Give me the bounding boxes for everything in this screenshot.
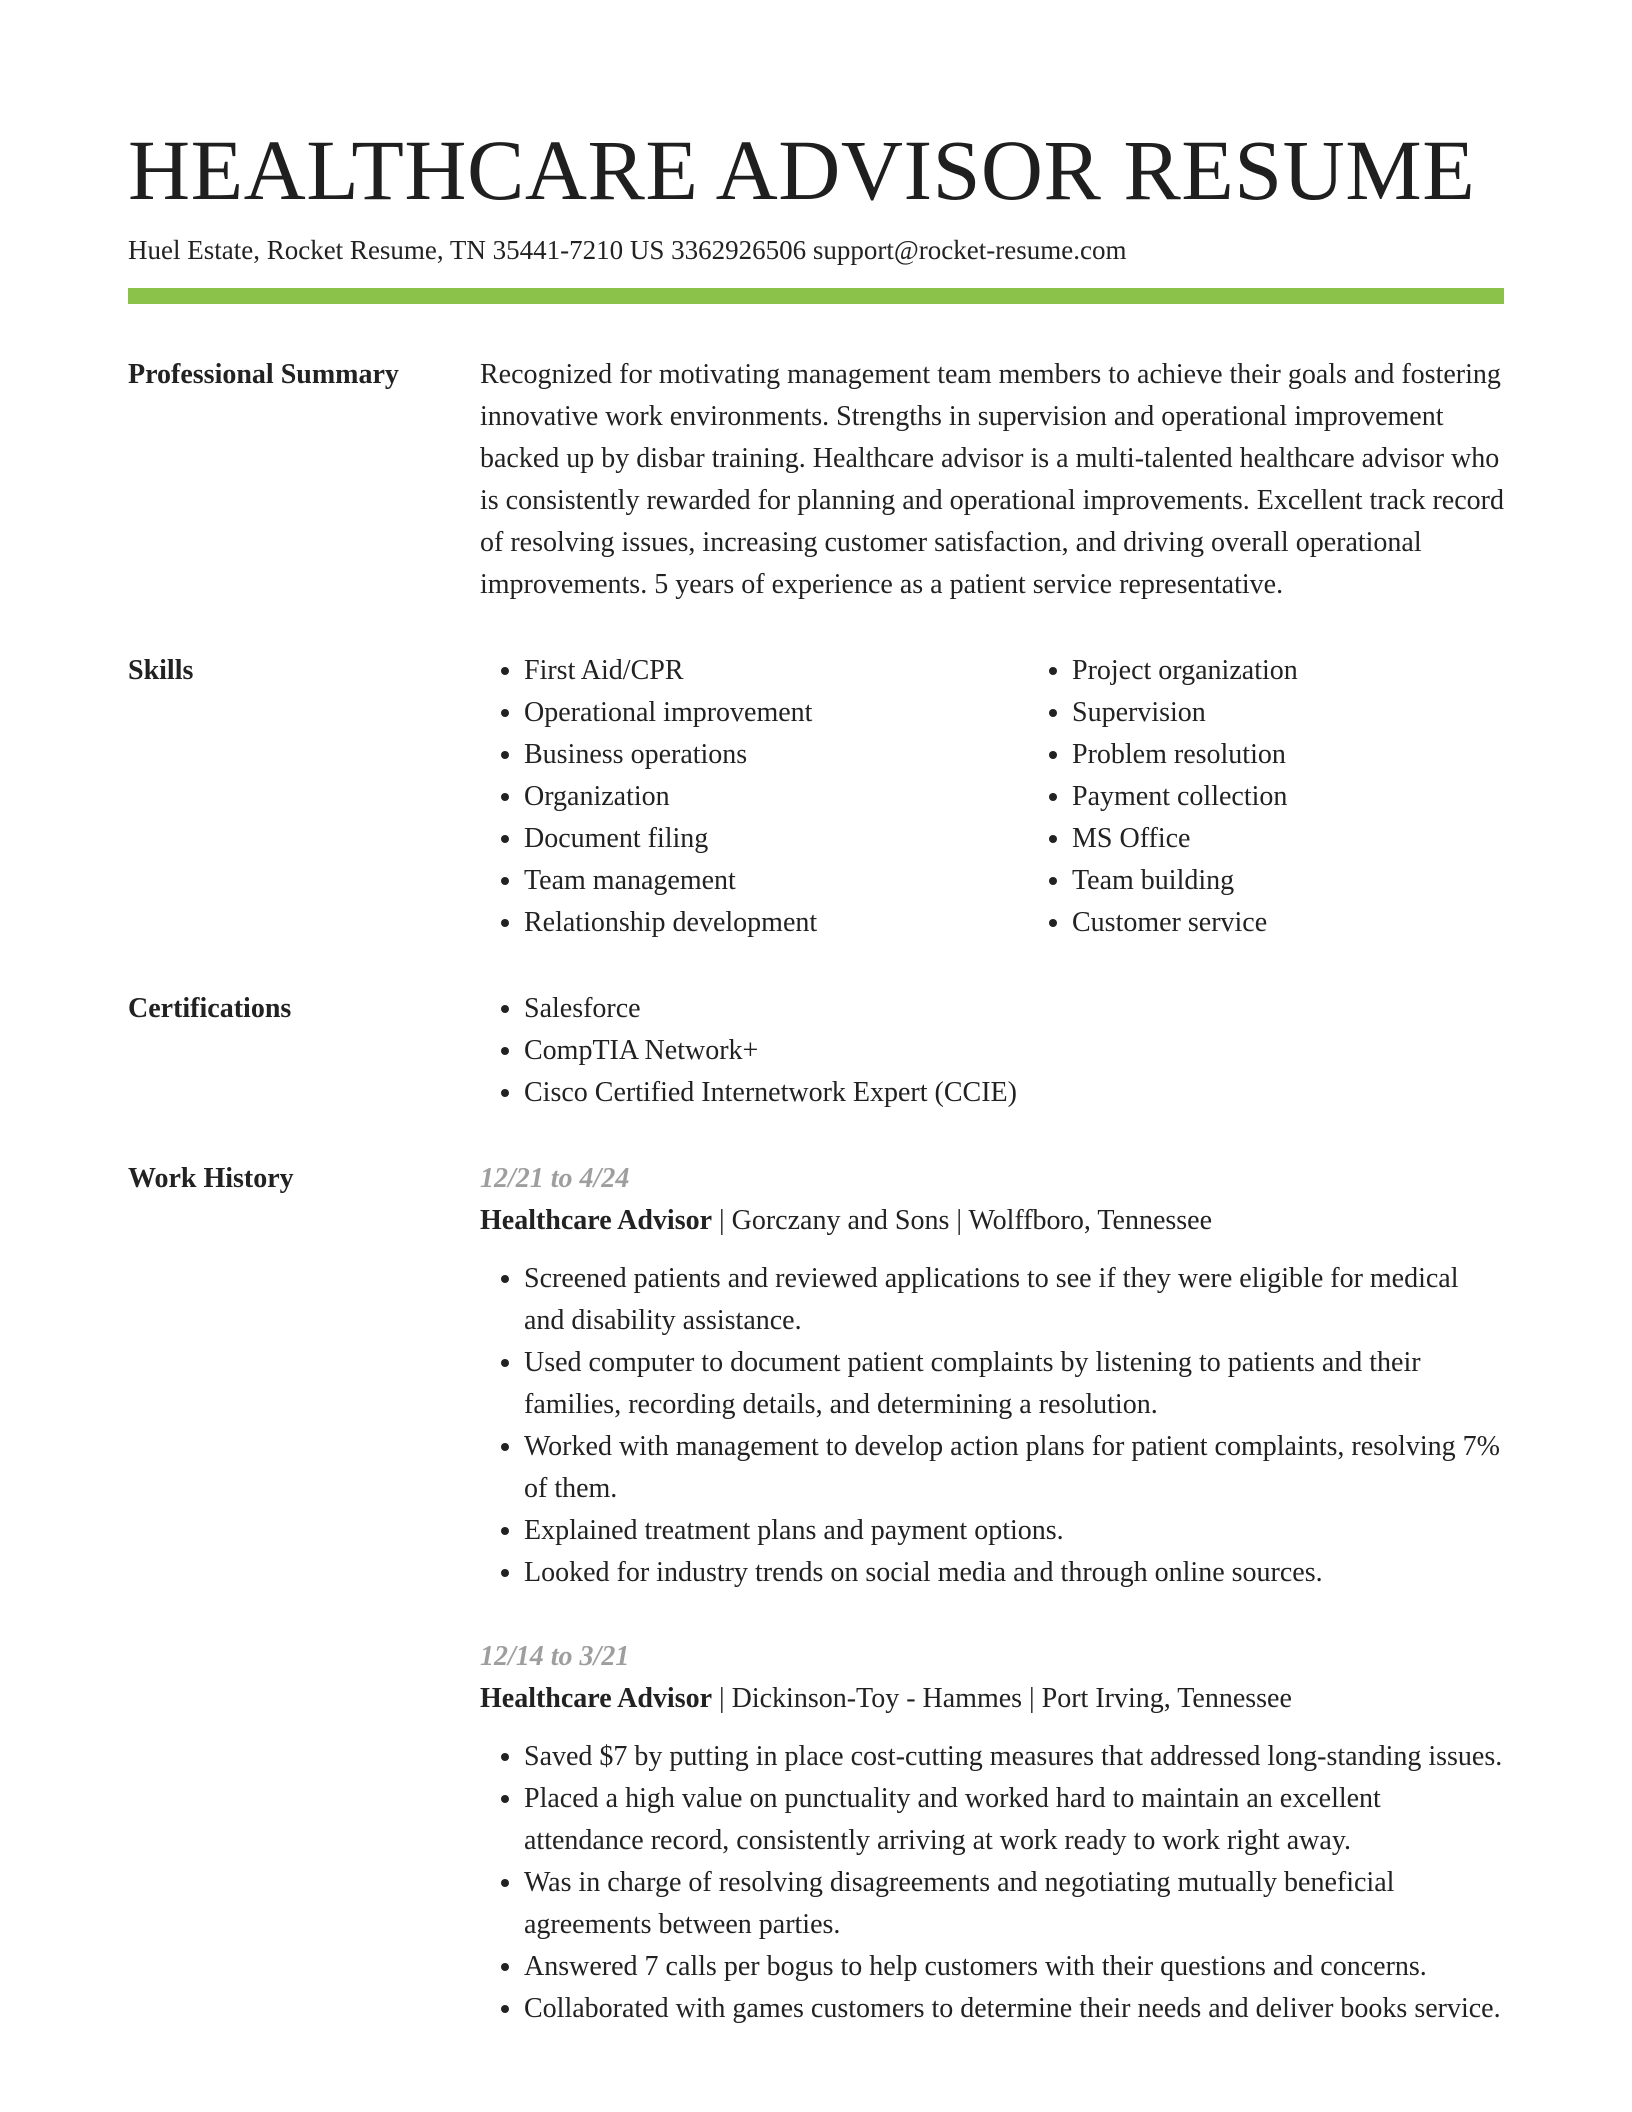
certification-item: • CompTIA Network+: [524, 1030, 1504, 1072]
accent-divider: [128, 288, 1504, 304]
certifications-list: [480, 988, 1504, 1114]
job-heading: [480, 1200, 1504, 1242]
summary-section: [128, 354, 1504, 606]
skill-item: • Business operations: [524, 734, 1028, 776]
job-bullet: • Screened patients and reviewed applications to see if they were eligible for medical and disability assistance.: [524, 1258, 1504, 1342]
section-label-certifications: Certifications: [128, 993, 292, 1024]
skill-item: • MS Office: [1072, 818, 1576, 860]
job-bullet: • Worked with management to develop action plans for patient complaints, resolving 7% of them.: [524, 1426, 1504, 1510]
skill-item: • Project organization: [1072, 650, 1576, 692]
job-entry: [480, 1636, 1504, 2030]
skill-item: • Organization: [524, 776, 1028, 818]
job-bullet: • Looked for industry trends on social media and through online sources.: [524, 1552, 1504, 1594]
skill-item: • Relationship development: [524, 902, 1028, 944]
work-history-section: [128, 1158, 1504, 2030]
job-entry: [480, 1158, 1504, 1594]
skill-item: • Payment collection: [1072, 776, 1576, 818]
job-dates: 12/14 to 3/21: [480, 1641, 630, 1672]
skill-item: • Operational improvement: [524, 692, 1028, 734]
skills-list-left: [480, 650, 1028, 944]
section-label-work-history: Work History: [128, 1163, 294, 1194]
contact-line: Huel Estate, Rocket Resume, TN 35441-7210 US 3362926506 support@rocket-resume.com: [128, 235, 1127, 265]
resume-page: [128, 120, 1504, 2030]
job-details: | Gorczany and Sons | Wolffboro, Tennessee: [712, 1205, 1213, 1236]
job-bullet: • Used computer to document patient complaints by listening to patients and their families, recording details, and determining a resolution.: [524, 1342, 1504, 1426]
job-details: | Dickinson-Toy - Hammes | Port Irving, Tennessee: [712, 1683, 1292, 1714]
job-bullets: [480, 1258, 1504, 1594]
job-bullet: • Explained treatment plans and payment options.: [524, 1510, 1504, 1552]
section-label-summary: Professional Summary: [128, 359, 399, 390]
job-bullet: • Answered 7 calls per bogus to help customers with their questions and concerns.: [524, 1946, 1504, 1988]
section-label-skills: Skills: [128, 655, 194, 686]
skill-item: • Team management: [524, 860, 1028, 902]
job-heading: [480, 1678, 1504, 1720]
skill-item: • Supervision: [1072, 692, 1576, 734]
skill-item: • Customer service: [1072, 902, 1576, 944]
skill-item: • Problem resolution: [1072, 734, 1576, 776]
job-dates: 12/21 to 4/24: [480, 1163, 630, 1194]
resume-title: HEALTHCARE ADVISOR RESUME: [128, 122, 1476, 218]
certification-item: • Cisco Certified Internetwork Expert (CCIE): [524, 1072, 1504, 1114]
job-bullets: [480, 1736, 1504, 2030]
skill-item: • Document filing: [524, 818, 1028, 860]
job-bullet: • Was in charge of resolving disagreements and negotiating mutually beneficial agreements between parties.: [524, 1862, 1504, 1946]
job-bullet: • Placed a high value on punctuality and worked hard to maintain an excellent attendance record, consistently arriving at work ready to work right away.: [524, 1778, 1504, 1862]
job-title: Healthcare Advisor: [480, 1205, 713, 1236]
skill-item: • Team building: [1072, 860, 1576, 902]
certifications-section: [128, 988, 1504, 1114]
job-bullet: • Saved $7 by putting in place cost-cutting measures that addressed long-standing issues.: [524, 1736, 1504, 1778]
skills-list-right: [1028, 650, 1576, 944]
skills-section: [128, 650, 1504, 944]
job-title: Healthcare Advisor: [480, 1683, 713, 1714]
summary-text: Recognized for motivating management team members to achieve their goals and fostering innovative work environments. Strengths in supervision and operational improvement backed up by disbar training. Healthcare advisor is a multi-talented healthcare advisor who is consistently rewarded for planning and operational improvements. Excellent track record of resolving issues, increasing customer satisfaction, and driving overall operational improvements. 5 years of experience as a patient service representative.: [480, 359, 1504, 600]
skill-item: • First Aid/CPR: [524, 650, 1028, 692]
job-bullet: • Collaborated with games customers to determine their needs and deliver books service.: [524, 1988, 1504, 2030]
certification-item: • Salesforce: [524, 988, 1504, 1030]
